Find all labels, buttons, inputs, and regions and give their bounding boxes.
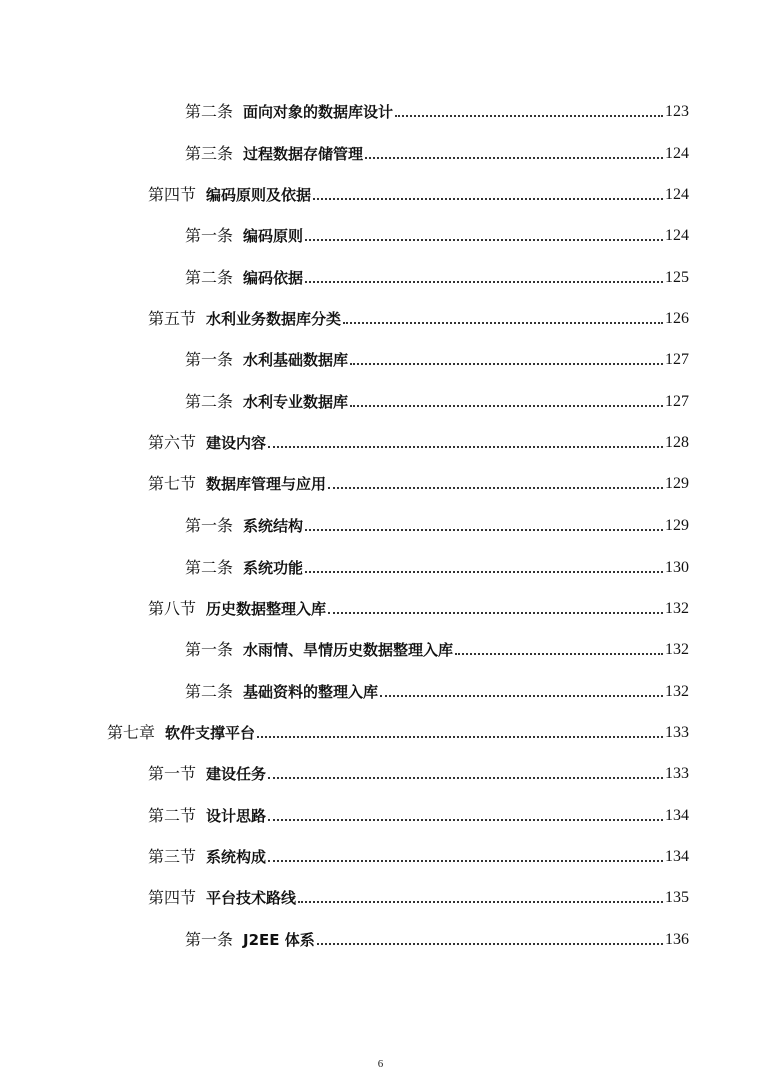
toc-entry[interactable] [185,264,689,288]
toc-entry-page: 134 [665,848,689,865]
toc-entry-title: 水利专业数据库 [243,393,349,411]
toc-dot-leader [305,570,663,573]
toc-dot-leader [268,776,663,779]
toc-entry[interactable] [185,554,689,578]
toc-entry-page: 133 [665,765,689,782]
toc-entry-number: 第六节 [148,433,197,452]
toc-dot-leader [305,238,663,241]
toc-dot-leader [380,694,663,697]
toc-entry-title: 数据库管理与应用 [206,475,327,493]
toc-entry-title: 平台技术路线 [206,889,297,907]
toc-entry-number: 第二条 [185,558,234,577]
toc-entry-number: 第一条 [185,930,234,949]
toc-entry-number: 第七章 [107,723,156,742]
toc-entry-page: 123 [665,103,689,120]
toc-entry-page: 124 [665,145,689,162]
toc-entry-title: 编码原则 [243,227,304,245]
toc-entry-title: 面向对象的数据库设计 [243,103,394,121]
toc-entry-title: 系统功能 [243,559,304,577]
toc-entry[interactable] [185,222,689,246]
toc-entry[interactable] [185,926,689,950]
toc-entry[interactable] [185,98,689,122]
toc-entry-page: 127 [665,393,689,410]
toc-entry[interactable] [148,181,689,205]
toc-entry-title: 历史数据整理入库 [206,600,327,618]
toc-entry-page: 127 [665,351,689,368]
toc-entry-page: 133 [665,724,689,741]
toc-dot-leader [343,321,663,324]
toc-entry-title: 系统构成 [206,848,267,866]
toc-entry-number: 第八节 [148,599,197,618]
toc-dot-leader [305,280,663,283]
toc-entry-number: 第四节 [148,888,197,907]
toc-entry-number: 第三条 [185,144,234,163]
toc-entry[interactable] [148,305,689,329]
toc-entry-title: 过程数据存储管理 [243,145,364,163]
toc-entry-title: 编码原则及依据 [206,186,312,204]
toc-dot-leader [328,486,663,489]
toc-entry-page: 136 [665,931,689,948]
toc-entry-number: 第二条 [185,682,234,701]
toc-entry-number: 第三节 [148,847,197,866]
toc-entry-page: 125 [665,269,689,286]
toc-entry[interactable] [148,884,689,908]
toc-dot-leader [298,900,663,903]
toc-entry[interactable] [185,346,689,370]
toc-dot-leader [455,652,663,655]
toc-entry-page: 128 [665,434,689,451]
toc-entry-page: 135 [665,889,689,906]
toc-dot-leader [365,156,663,159]
toc-entry[interactable] [148,760,689,784]
toc-entry-title: 基础资料的整理入库 [243,683,379,701]
toc-entry-page: 124 [665,227,689,244]
toc-entry-number: 第二条 [185,102,234,121]
toc-entry-title: 水雨情、旱情历史数据整理入库 [243,641,454,659]
toc-dot-leader [268,859,663,862]
toc-entry[interactable] [185,388,689,412]
toc-entry-page: 132 [665,600,689,617]
toc-entry[interactable] [185,512,689,536]
toc-entry-title: 建设内容 [206,434,267,452]
toc-entry-page: 124 [665,186,689,203]
toc-entry-number: 第一条 [185,640,234,659]
toc-entry-page: 132 [665,641,689,658]
toc-entry[interactable] [107,719,689,743]
toc-entry[interactable] [148,802,689,826]
toc-entry-number: 第一条 [185,350,234,369]
toc-entry[interactable] [148,470,689,494]
toc-dot-leader [313,197,663,200]
toc-entry[interactable] [185,140,689,164]
toc-entry-page: 129 [665,475,689,492]
page-number: 6 [377,1058,384,1070]
toc-entry-number: 第四节 [148,185,197,204]
toc-entry-number: 第二条 [185,392,234,411]
toc-entry-page: 129 [665,517,689,534]
toc-entry-title: 建设任务 [206,765,267,783]
toc-entry[interactable] [148,429,689,453]
toc-dot-leader [317,942,663,945]
toc-entry-page: 126 [665,310,689,327]
toc-dot-leader [328,611,663,614]
toc-dot-leader [350,362,663,365]
toc-entry[interactable] [185,678,689,702]
toc-entry-page: 132 [665,683,689,700]
toc-entry-number: 第一条 [185,226,234,245]
toc-dot-leader [268,818,663,821]
toc-dot-leader [257,735,663,738]
toc-dot-leader [395,114,663,117]
toc-entry[interactable] [185,636,689,660]
toc-entry-title: 软件支撑平台 [165,724,256,742]
toc-entry-number: 第二条 [185,268,234,287]
toc-dot-leader [268,445,663,448]
toc-entry-title: 水利基础数据库 [243,351,349,369]
toc-entry-title: 系统结构 [243,517,304,535]
toc-entry[interactable] [148,595,689,619]
toc-entry-number: 第一条 [185,516,234,535]
toc-entry-page: 130 [665,559,689,576]
toc-entry-page: 134 [665,807,689,824]
toc-dot-leader [350,404,663,407]
toc-entry-number: 第二节 [148,806,197,825]
toc-entry-title: J2EE 体系 [243,931,315,949]
toc-entry-title: 编码依据 [243,269,304,287]
toc-entry-number: 第五节 [148,309,197,328]
toc-dot-leader [305,528,663,531]
toc-entry[interactable] [148,843,689,867]
toc-entry-title: 设计思路 [206,807,267,825]
toc-entry-number: 第一节 [148,764,197,783]
toc-entry-number: 第七节 [148,474,197,493]
toc-entry-title: 水利业务数据库分类 [206,310,342,328]
